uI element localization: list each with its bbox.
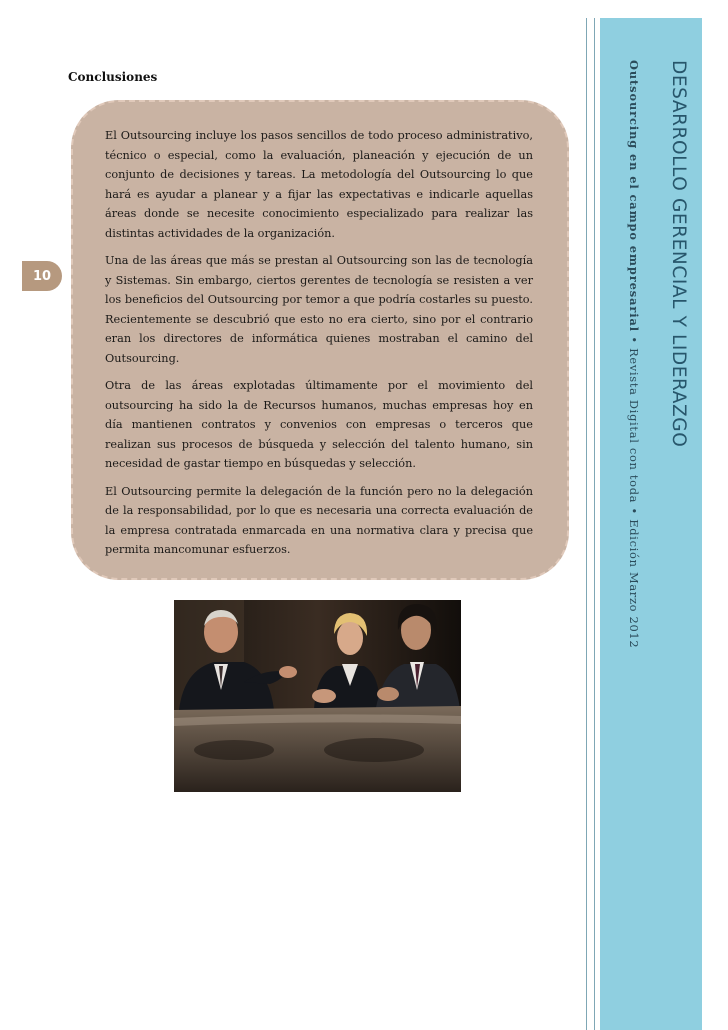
sidebar-title-wrap <box>668 60 690 448</box>
publication-name: Revista Digital con toda <box>627 348 641 504</box>
separator-dot-1: • <box>627 336 641 344</box>
sidebar-subtitle-wrap <box>627 60 642 649</box>
paragraph-4: El Outsourcing permite la delegación de la función pero no la delegación de la responsabilidad, por lo que es necesaria una correcta evaluación de la empresa contratada enmarcada en una normativa clara y precisa que permita mancomunar esfuerzos. <box>105 484 533 556</box>
sidebar-rule-outer <box>586 18 587 1030</box>
publication-topic: Outsourcing en el campo empresarial <box>627 60 641 333</box>
sidebar-subtitle <box>627 60 641 648</box>
paragraph-3: Otra de las áreas explotadas últimamente por el movimiento del outsourcing ha sido la de Recursos humanos, muchas empresas hoy en día mantienen contratos y convenios con empresas o terceros que realizan sus procesos de búsqueda y selección del talento humano, sin necesidad de gastar tiempo en búsquedas y selección. <box>105 379 533 470</box>
edition-label: Edición Marzo 2012 <box>627 519 641 649</box>
paragraph-2: Una de las áreas que más se prestan al Outsourcing son las de tecnología y Sistemas. Sin embargo, ciertos gerentes de tecnología se resisten a ver los beneficios del Outsourcing por temor a que podría costarles su puesto. Recientemente se descubrió que esto no era cierto, sino por el contrario eran los directores de informática quienes mostraban el camino del Outsourcing. <box>105 254 533 365</box>
separator-dot-2: • <box>627 507 641 515</box>
section-heading: Conclusiones <box>68 70 158 84</box>
sidebar-title: DESARROLLO GERENCIAL Y LIDERAZGO <box>668 60 689 448</box>
page-number: 10 <box>32 268 52 284</box>
sidebar-rule-inner <box>594 18 595 1030</box>
page-number-tab <box>22 261 62 291</box>
paragraph-1: El Outsourcing incluye los pasos sencillos de todo proceso administrativo, técnico o especial, como la evaluación, planeación y ejecución de un conjunto de decisiones y tareas. La metodología del Outsourcing lo que hará es ayudar a planear y a fijar las expectativas e indicarle aquellas áreas donde se necesite conocimiento especializado para realizar las distintas actividades de la organización. <box>105 129 533 240</box>
business-meeting-photo <box>174 600 461 792</box>
conclusions-text-box <box>71 100 569 580</box>
